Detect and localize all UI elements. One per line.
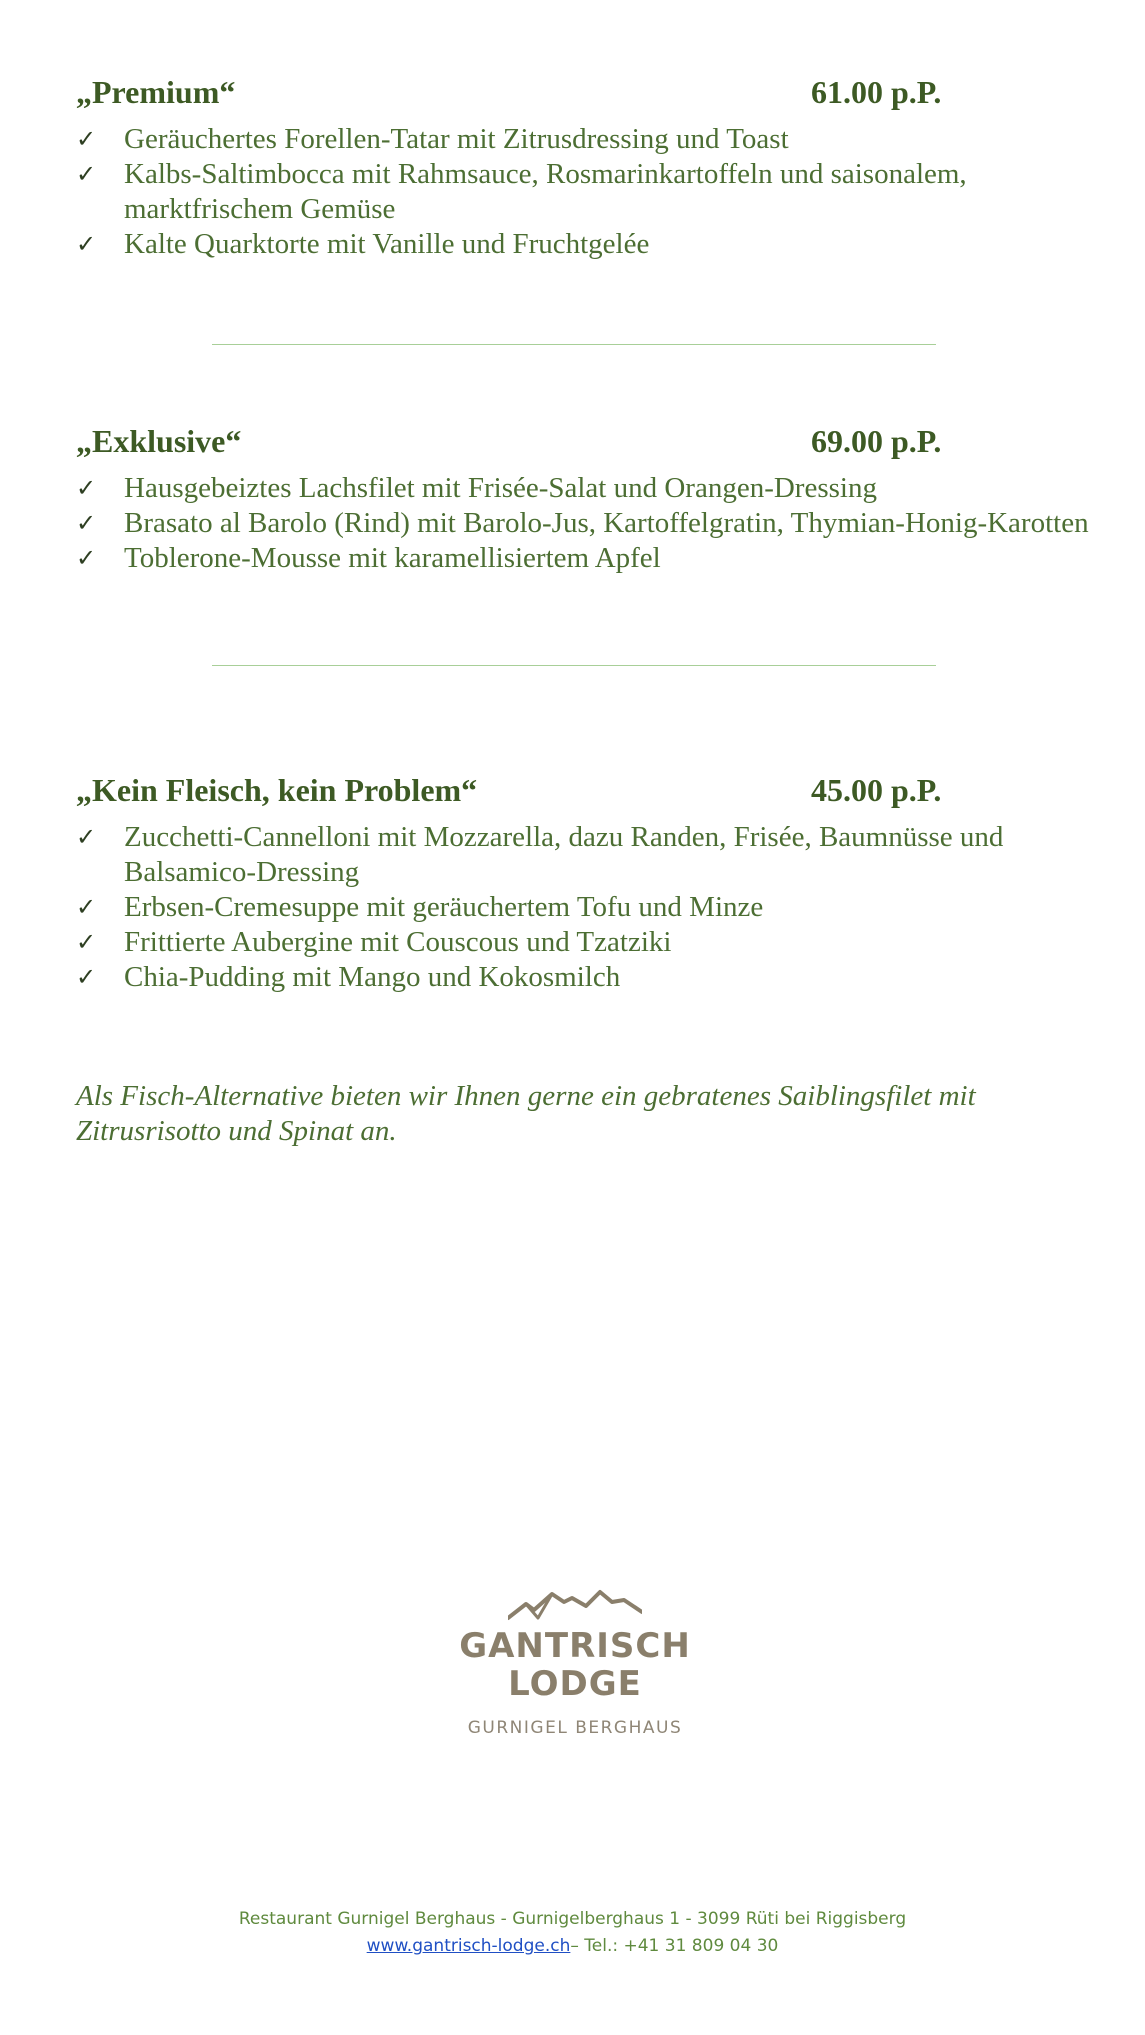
section-divider [212, 344, 936, 345]
menu-item [76, 890, 1134, 925]
logo-wordmark-line2: LODGE [508, 1664, 642, 1704]
footer-address: Restaurant Gurnigel Berghaus - Gurnigelberghaus 1 - 3099 Rüti bei Riggisberg [238, 1909, 907, 1929]
menu-item [76, 925, 1134, 960]
check-icon: ✓ [76, 544, 97, 572]
menu-item-text: Toblerone-Mousse mit karamellisiertem Apfel [124, 542, 661, 574]
menu-item [76, 820, 1134, 890]
menu-header [76, 74, 1076, 114]
footer-phone: – Tel.: +41 31 809 04 30 [570, 1936, 779, 1956]
logo-wordmark-line1: GANTRISCH [459, 1626, 691, 1666]
menu-exklusive [76, 423, 1089, 576]
menu-item [76, 157, 1134, 227]
menu-item-text: Hausgebeiztes Lachsfilet mit Frisée-Salat und Orangen-Dressing [124, 472, 877, 504]
menu-item [76, 471, 1134, 506]
menu-items [76, 122, 1076, 262]
check-icon: ✓ [76, 125, 97, 153]
mountain-icon [508, 1588, 642, 1622]
footer-contact [0, 1933, 1145, 1960]
menu-price: 45.00 p.P. [811, 772, 942, 808]
check-icon: ✓ [76, 963, 97, 991]
menu-item [76, 541, 1134, 576]
menu-item-text: Chia-Pudding mit Mango und Kokosmilch [124, 961, 621, 993]
fish-alternative-note: Als Fisch-Alternative bieten wir Ihnen gerne ein gebratenes Saiblingsfilet mit Zitrusrisotto und Spinat an. [76, 1080, 976, 1147]
check-icon: ✓ [76, 893, 97, 921]
menu-item [76, 122, 1134, 157]
check-icon: ✓ [76, 474, 97, 502]
check-icon: ✓ [76, 509, 97, 537]
check-icon: ✓ [76, 823, 97, 851]
website-link[interactable]: www.gantrisch-lodge.ch [366, 1936, 571, 1956]
logo-subtitle: GURNIGEL BERGHAUS [467, 1718, 683, 1738]
menu-items [76, 471, 1089, 576]
menu-header [76, 772, 1076, 812]
menu-premium [76, 74, 1076, 262]
menu-item-text: Frittierte Aubergine mit Couscous und Tzatziki [124, 926, 672, 958]
menu-title: „Kein Fleisch, kein Problem“ [76, 772, 478, 808]
menu-item-text: Kalte Quarktorte mit Vanille und Fruchtgelée [124, 228, 650, 260]
check-icon: ✓ [76, 928, 97, 956]
page-footer [0, 1906, 1145, 1960]
menu-item [76, 227, 1134, 262]
menu-item [76, 506, 1134, 541]
menu-header [76, 423, 1076, 463]
menu-item-text: Zucchetti-Cannelloni mit Mozzarella, dazu Randen, Frisée, Baumnüsse und Balsamico-Dressing [124, 821, 1004, 888]
menu-title: „Exklusive“ [76, 423, 242, 459]
menu-item-text: Kalbs-Saltimbocca mit Rahmsauce, Rosmarinkartoffeln und saisonalem, marktfrischem Gemüse [124, 158, 967, 225]
menu-item-text: Geräuchertes Forellen-Tatar mit Zitrusdressing und Toast [124, 123, 789, 155]
menu-price: 69.00 p.P. [811, 423, 942, 459]
menu-vegetarian [76, 772, 1076, 995]
menu-item-text: Erbsen-Cremesuppe mit geräuchertem Tofu und Minze [124, 891, 764, 923]
check-icon: ✓ [76, 160, 97, 188]
gantrisch-lodge-logo [440, 1588, 710, 1748]
menu-price: 61.00 p.P. [811, 74, 942, 110]
menu-title: „Premium“ [76, 74, 236, 110]
menu-item [76, 960, 1134, 995]
check-icon: ✓ [76, 230, 97, 258]
menu-item-text: Brasato al Barolo (Rind) mit Barolo-Jus, Kartoffelgratin, Thymian-Honig-Karotten [124, 507, 1089, 539]
section-divider [212, 665, 936, 666]
menu-items [76, 820, 1076, 995]
